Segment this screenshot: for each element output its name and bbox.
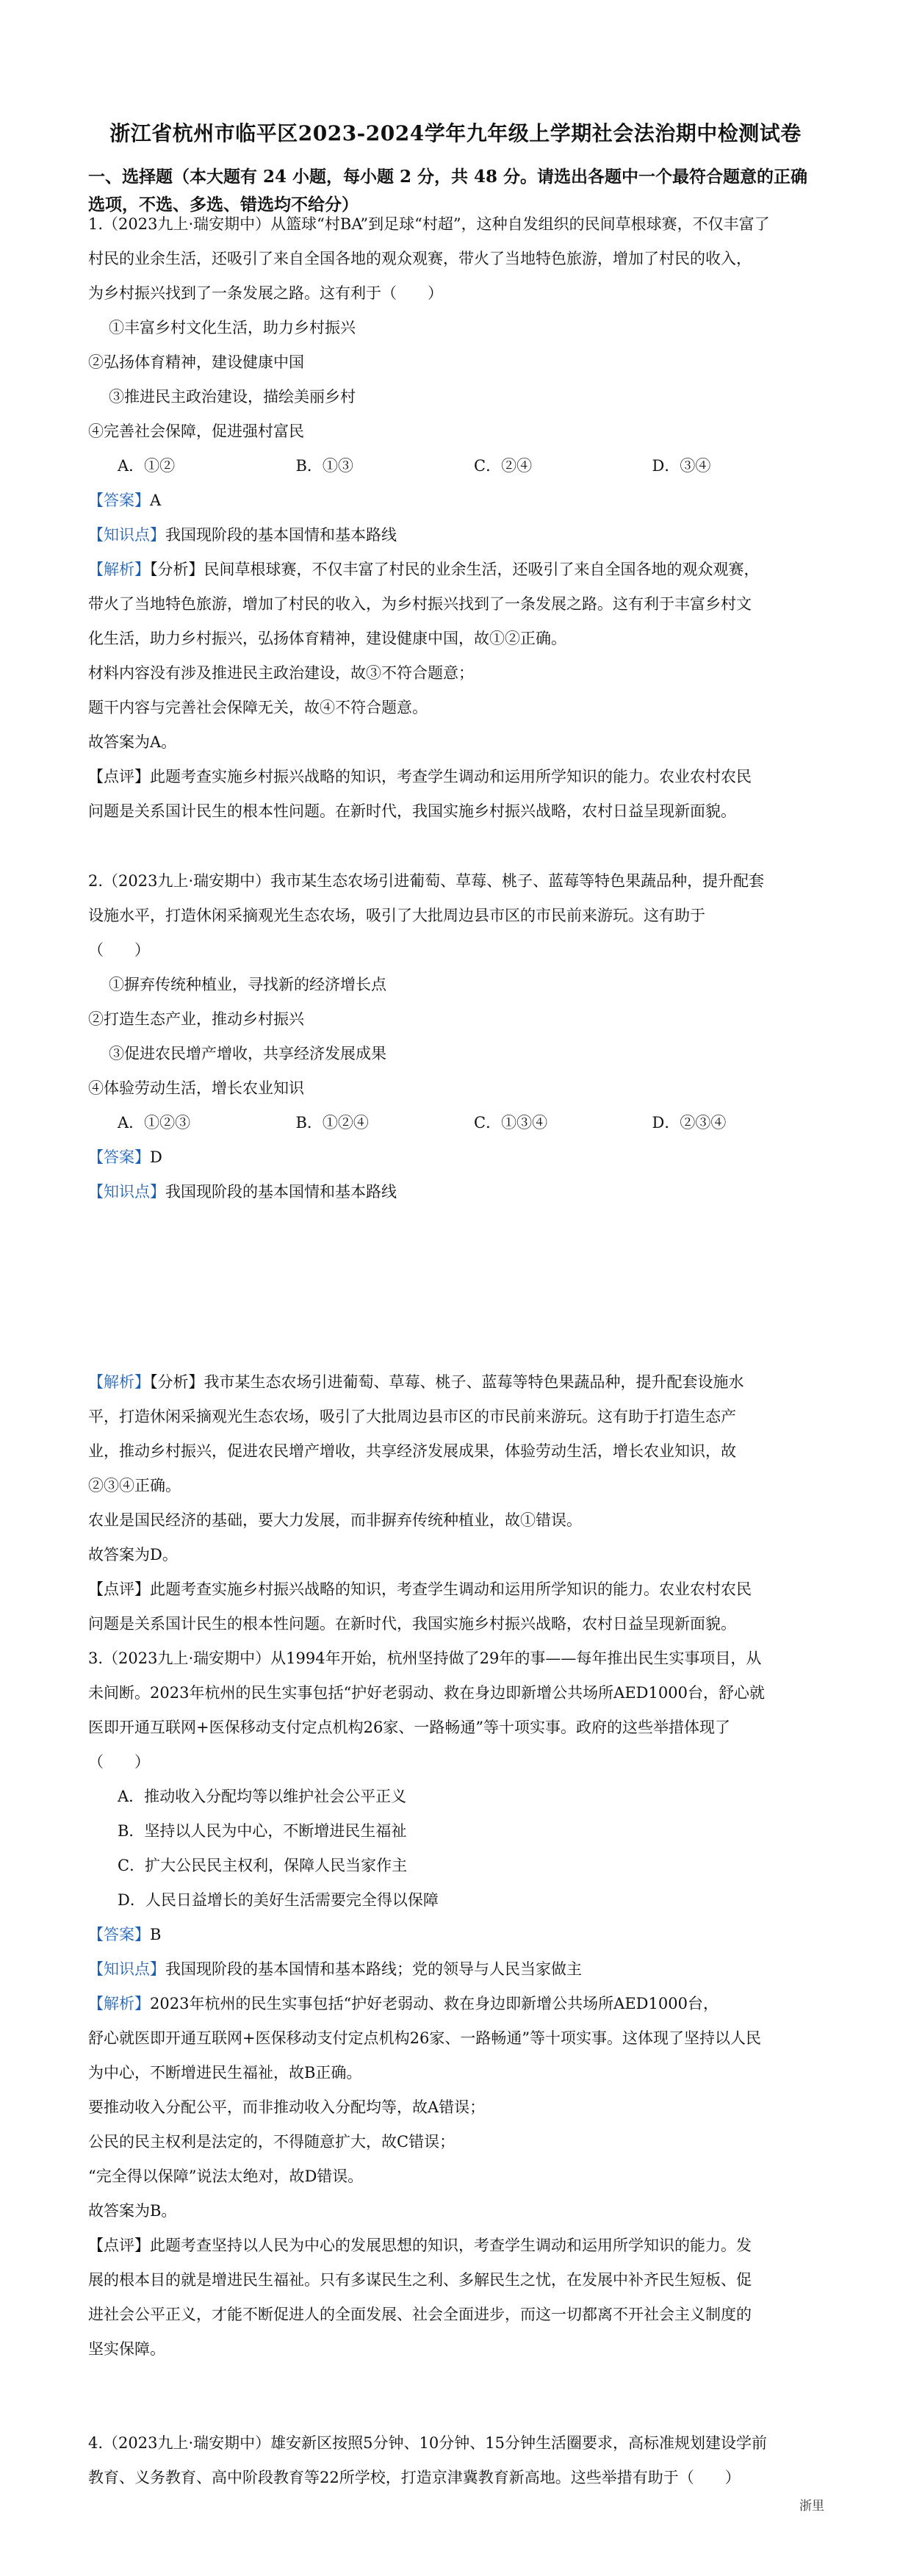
- q2-item: ①摒弃传统种植业，寻找新的经济增长点: [109, 976, 386, 993]
- q1-item: ④完善社会保障，促进强村富民: [88, 422, 304, 440]
- page-title: 浙江省杭州市临平区2023-2024学年九年级上学期社会法治期中检测试卷: [109, 121, 802, 145]
- analysis-sub-label: 【分析】: [150, 1373, 204, 1391]
- q2-analysis-line: 故答案为D。: [88, 1546, 178, 1564]
- q1-analysis-line: 带火了当地特色旅游，增加了村民的收入，为乡村振兴找到了一条发展之路。这有利于丰富乡村文: [88, 595, 752, 613]
- footer-mark: 浙里: [799, 2499, 824, 2514]
- q3-option-d: D．人民日益增长的美好生活需要完全得以保障: [118, 1891, 439, 1909]
- q3-analysis-line: 故答案为B。: [88, 2202, 177, 2220]
- q1-stem-line: 1.（2023九上·瑞安期中）从篮球“村BA”到足球“村超”，这种自发组织的民间草根球赛，不仅丰富了: [88, 215, 770, 233]
- q2-comment-line: 问题是关系国计民生的根本性问题。在新时代，我国实施乡村振兴战略，农村日益呈现新面貌。: [88, 1615, 736, 1633]
- q1-knowledge: 我国现阶段的基本国情和基本路线: [165, 526, 397, 544]
- q3-analysis-line: 2023年杭州的民生实事包括“护好老弱动、救在身边即新增公共场所AED1000台，: [150, 1995, 719, 2012]
- q3-analysis-line: 要推动收入分配公平，而非推动收入分配均等，故A错误；: [88, 2098, 486, 2116]
- knowledge-label: 【知识点】: [88, 1183, 165, 1201]
- q1-stem-line: 村民的业余生活，还吸引了来自全国各地的观众观赛，带火了当地特色旅游，增加了村民的收入，: [88, 250, 752, 267]
- q2-analysis-line: 平，打造休闲采摘观光生态农场，吸引了大批周边县市区的市民前来游玩。这有助于打造生态产: [88, 1408, 736, 1425]
- question-4: [88, 2426, 830, 2495]
- q1-item: ③推进民主政治建设，描绘美丽乡村: [109, 388, 356, 406]
- q1-analysis-line: 民间草根球赛，不仅丰富了村民的业余生活，还吸引了来自全国各地的观众观赛，: [204, 561, 760, 578]
- q1-comment-line: 此题考查实施乡村振兴战略的知识，考查学生调动和运用所学知识的能力。农业农村农民: [150, 768, 752, 785]
- q2-stem-line: （ ）: [88, 941, 150, 959]
- q3-stem-line: （ ）: [88, 1753, 150, 1771]
- q2-comment-line: 此题考查实施乡村振兴战略的知识，考查学生调动和运用所学知识的能力。农业农村农民: [150, 1580, 752, 1598]
- analysis-label: 【解析】: [88, 561, 150, 578]
- q2-analysis-line: ②③④正确。: [88, 1477, 181, 1494]
- q3-comment-line: 进社会公平正义，才能不断促进人的全面发展、社会全面进步，而这一切都离不开社会主义制度的: [88, 2306, 752, 2323]
- q3-stem-line: 3.（2023九上·瑞安期中）从1994年开始，杭州坚持做了29年的事——每年推出民生实事项目，从: [88, 1649, 762, 1667]
- q1-option-b: B．①③: [295, 457, 353, 475]
- q1-option-d: D．③④: [652, 457, 711, 475]
- q1-analysis-line: 题干内容与完善社会保障无关，故④不符合题意。: [88, 699, 428, 716]
- q2-option-b: B．①②④: [295, 1114, 369, 1132]
- q2-analysis-line: 农业是国民经济的基础，要大力发展，而非摒弃传统种植业，故①错误。: [88, 1511, 582, 1529]
- q1-analysis-line: 化生活，助力乡村振兴，弘扬体育精神，建设健康中国，故①②正确。: [88, 630, 566, 647]
- answer-label: 【答案】: [88, 1148, 150, 1166]
- q1-item: ②弘扬体育精神，建设健康中国: [88, 353, 304, 371]
- q1-analysis-line: 故答案为A。: [88, 733, 177, 751]
- answer-label: 【答案】: [88, 1926, 150, 1943]
- q2-option-d: D．②③④: [652, 1114, 727, 1132]
- q3-option-b: B．坚持以人民为中心，不断增进民生福祉: [118, 1822, 407, 1840]
- q3-comment-line: 展的根本目的就是增进民生福祉。只有多谋民生之利、多解民生之忧，在发展中补齐民生短板、促: [88, 2271, 752, 2289]
- q2-item: ②打造生态产业，推动乡村振兴: [88, 1010, 304, 1028]
- q3-analysis-line: 公民的民主权利是法定的，不得随意扩大，故C错误；: [88, 2133, 455, 2151]
- q4-stem-line: 4.（2023九上·瑞安期中）雄安新区按照5分钟、10分钟、15分钟生活圈要求，高标准规划建设学前: [88, 2434, 767, 2452]
- question-1: [88, 207, 830, 829]
- q3-option-c: C．扩大公民民主权利，保障人民当家作主: [118, 1857, 408, 1874]
- q2-analysis-line: 业，推动乡村振兴，促进农民增产增收，共享经济发展成果，体验劳动生活，增长农业知识，故: [88, 1442, 736, 1460]
- analysis-label: 【解析】: [88, 1995, 150, 2012]
- knowledge-label: 【知识点】: [88, 1960, 165, 1978]
- question-2-analysis: [88, 1365, 830, 1641]
- q1-stem-line: 为乡村振兴找到了一条发展之路。这有利于（ ）: [88, 284, 443, 302]
- question-3: [88, 1641, 830, 2367]
- comment-label: 【点评】: [88, 768, 150, 785]
- q1-options: [88, 449, 830, 483]
- q2-stem-line: 设施水平，打造休闲采摘观光生态农场，吸引了大批周边县市区的市民前来游玩。这有助于: [88, 907, 705, 924]
- q1-comment-line: 问题是关系国计民生的根本性问题。在新时代，我国实施乡村振兴战略，农村日益呈现新面貌。: [88, 802, 736, 820]
- section-heading: 一、选择题（本大题有 24 小题，每小题 2 分，共 48 分。请选出各题中一个最符合题意的正确选项，不选、多选、错选均不给分）: [88, 167, 808, 215]
- q3-comment-line: 坚实保障。: [88, 2340, 165, 2358]
- q2-option-a: A．①②③: [118, 1114, 191, 1132]
- answer-label: 【答案】: [88, 492, 150, 509]
- q2-options: [88, 1106, 830, 1140]
- q2-knowledge: 我国现阶段的基本国情和基本路线: [165, 1183, 397, 1201]
- q2-item: ④体验劳动生活，增长农业知识: [88, 1079, 304, 1097]
- q3-comment-line: 此题考查坚持以人民为中心的发展思想的知识，考查学生调动和运用所学知识的能力。发: [150, 2237, 752, 2254]
- question-2: [88, 864, 830, 1209]
- q3-analysis-line: 为中心，不断增进民生福祉，故B正确。: [88, 2064, 362, 2082]
- q1-option-a: A．①②: [118, 457, 176, 475]
- knowledge-label: 【知识点】: [88, 526, 165, 544]
- q2-item: ③促进农民增产增收，共享经济发展成果: [109, 1045, 386, 1062]
- analysis-sub-label: 【分析】: [150, 561, 204, 578]
- q2-option-c: C．①③④: [474, 1114, 548, 1132]
- q3-knowledge: 我国现阶段的基本国情和基本路线；党的领导与人民当家做主: [165, 1960, 582, 1978]
- q2-stem-line: 2.（2023九上·瑞安期中）我市某生态农场引进葡萄、草莓、桃子、蓝莓等特色果蔬品种，提升配套: [88, 872, 765, 890]
- q3-option-a: A．推动收入分配均等以维护社会公平正义: [118, 1788, 407, 1805]
- q1-item: ①丰富乡村文化生活，助力乡村振兴: [109, 319, 356, 337]
- q1-option-c: C．②④: [474, 457, 533, 475]
- analysis-label: 【解析】: [88, 1373, 150, 1391]
- q3-answer: B: [150, 1926, 162, 1943]
- q3-stem-line: 未间断。2023年杭州的民生实事包括“护好老弱动、救在身边即新增公共场所AED1000台，舒心就: [88, 1684, 765, 1702]
- q3-stem-line: 医即开通互联网+医保移动支付定点机构26家、一路畅通”等十项实事。政府的这些举措体现了: [88, 1719, 731, 1736]
- q1-analysis-line: 材料内容没有涉及推进民主政治建设，故③不符合题意；: [88, 664, 474, 682]
- q2-analysis-line: 我市某生态农场引进葡萄、草莓、桃子、蓝莓等特色果蔬品种，提升配套设施水: [204, 1373, 744, 1391]
- q3-analysis-line: “完全得以保障”说法太绝对，故D错误。: [88, 2167, 364, 2185]
- q2-answer: D: [150, 1148, 162, 1166]
- comment-label: 【点评】: [88, 2237, 150, 2254]
- comment-label: 【点评】: [88, 1580, 150, 1598]
- q1-answer: A: [150, 492, 162, 509]
- q3-analysis-line: 舒心就医即开通互联网+医保移动支付定点机构26家、一路畅通”等十项实事。这体现了坚持以人民: [88, 2029, 762, 2047]
- q4-stem-line: 教育、义务教育、高中阶段教育等22所学校，打造京津冀教育新高地。这些举措有助于（ ）: [88, 2469, 741, 2486]
